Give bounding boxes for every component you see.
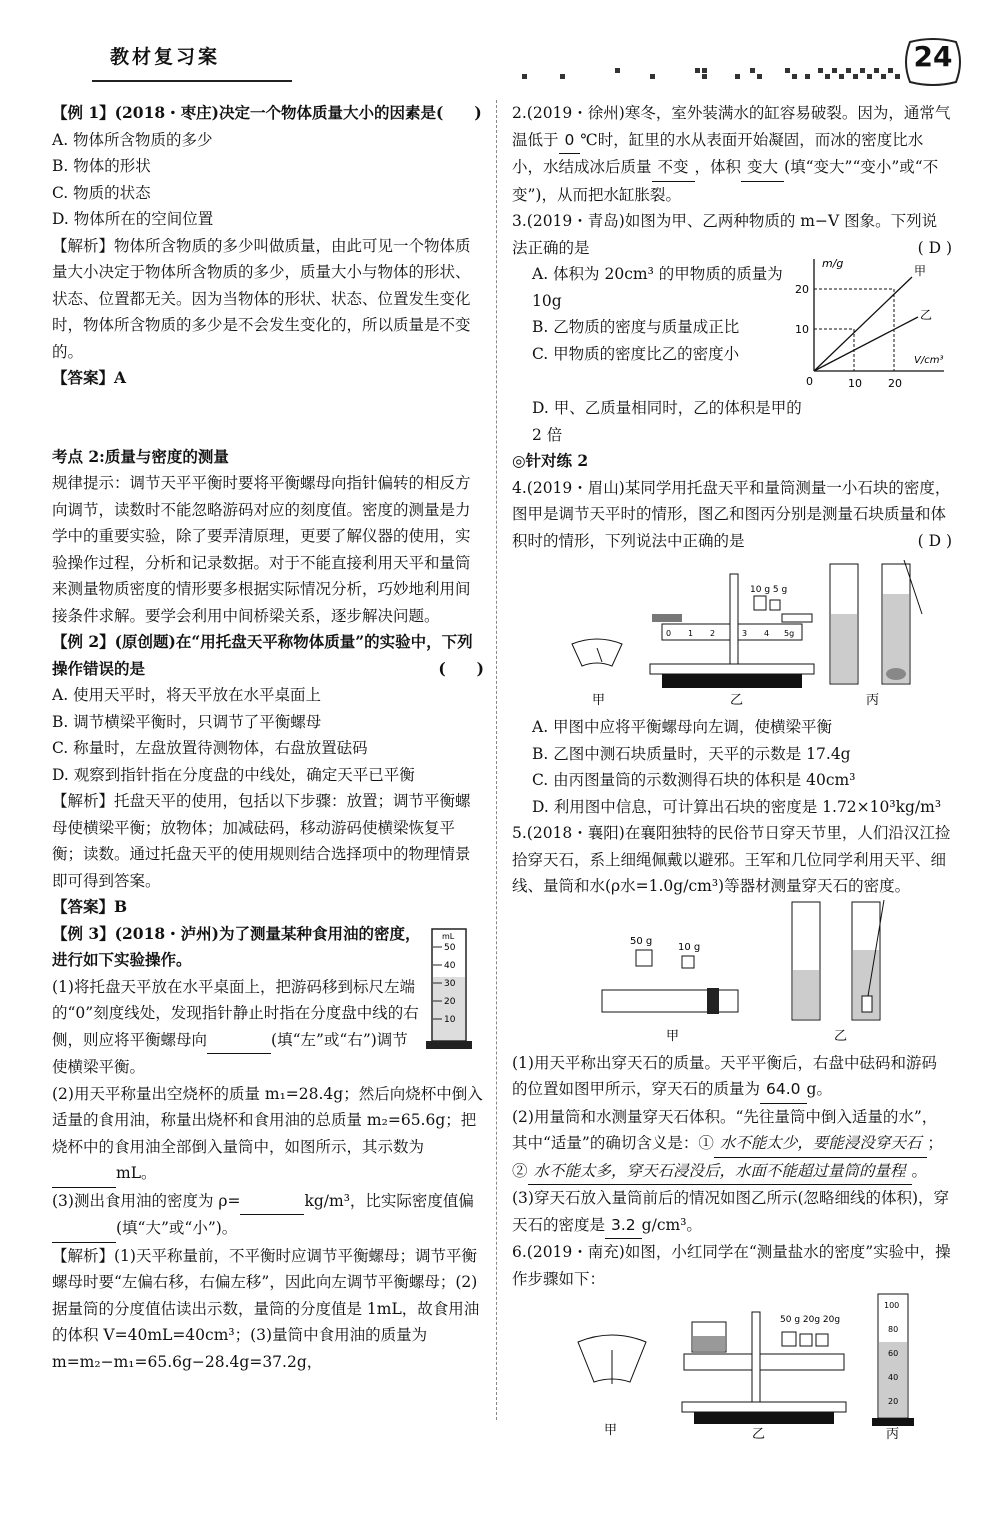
q4-label-yi: 乙 xyxy=(730,693,744,708)
q4-scale-tick: 0 xyxy=(666,629,672,638)
q6-label-bing: 丙 xyxy=(886,1427,900,1442)
q6-cylinder-tick: 60 xyxy=(888,1349,899,1358)
question-5-answer-condition-1[interactable]: 水不能太少，要能浸没穿天石 xyxy=(714,1130,928,1158)
question-2-text-2: ℃时，缸里的水从表面开始凝固，而冰的密度比水小，水结成冰后质量 xyxy=(512,130,924,176)
question-4-answer: ( D ) xyxy=(917,531,952,550)
graph-origin: 0 xyxy=(806,375,813,388)
oil-measuring-cylinder-figure xyxy=(422,925,482,1053)
example-3-blank-1[interactable] xyxy=(207,1027,271,1055)
q5-weight-50g: 50 g xyxy=(630,935,653,947)
question-5-step-3-text: (3)穿天石放入量筒前后的情况如图乙所示(忽略细线的体积)，穿天石的密度是 xyxy=(512,1189,950,1234)
question-4-option-d: D. 利用图中信息，可计算出石块的密度是 1.72×10³kg/m³ xyxy=(532,797,942,816)
question-5: 5.(2018・襄阳)在襄阳独特的民俗节日穿天节里，人们沿汉江捡拾穿天石，系上细绳佩戴以避邪。王军和几位同学利用天平、细线、量筒和水(ρ水=1.0g/cm³)等器材测量穿天石的密度。 xyxy=(512,824,951,895)
example-1-option-a: A. 物体所含物质的多少 xyxy=(52,130,213,149)
graph-y-tick: 20 xyxy=(795,283,809,296)
question-2-answer-2[interactable]: 不变 xyxy=(652,154,695,182)
example-2-analysis: 【解析】托盘天平的使用，包括以下步骤：放置；调节平衡螺母使横梁平衡；放物体；加减砝码，移动游码使横梁恢复平衡；读数。通过托盘天平的使用规则结合选择项中的物理情景即可得到答案。 xyxy=(52,792,471,890)
question-2-answer-3[interactable]: 变大 xyxy=(741,154,784,182)
example-3-step-2 xyxy=(52,1081,484,1188)
graph-y-tick: 10 xyxy=(795,323,809,336)
q5-label-yi: 乙 xyxy=(834,1028,848,1044)
example-3-step-2-text: (2)用天平称量出空烧杯的质量 m₁=28.4g；然后向烧杯中倒入适量的食用油，称量出烧杯和食用油的总质量 m₂=65.6g；把烧杯中的食用油全部倒入量筒中，如图所示，其示数为 xyxy=(52,1084,483,1156)
graph-line-yi xyxy=(814,317,918,371)
q5-label-jia: 甲 xyxy=(666,1028,680,1044)
question-4-option-c: C. 由丙图量筒的示数测得石块的体积是 40cm³ xyxy=(532,771,856,789)
example-1-option-d: D. 物体所在的空间位置 xyxy=(52,210,214,228)
q4-scale-tick: 1 xyxy=(688,629,694,638)
oil-cylinder-tick: 30 xyxy=(444,978,456,989)
graph-x-tick: 20 xyxy=(888,377,902,390)
q4-cylinders xyxy=(830,560,922,684)
header-title: 教材复习案 xyxy=(110,46,221,68)
question-4-option-b: B. 乙图中测石块质量时，天平的示数是 17.4g xyxy=(532,744,851,763)
oil-cylinder-tick: 50 xyxy=(444,942,456,953)
oil-cylinder-unit: mL xyxy=(442,931,455,941)
question-6: 6.(2019・南充)如图，小红同学在“测量盐水的密度”实验中，操作步骤如下： xyxy=(512,1243,951,1288)
example-3-blank-2[interactable] xyxy=(52,1160,116,1188)
example-3-step-3-mid: kg/m³，比实际密度值偏 xyxy=(304,1191,474,1210)
q6-cylinder xyxy=(872,1294,914,1426)
question-5-step-2-tail: 。 xyxy=(911,1161,928,1180)
page-number-badge xyxy=(902,38,964,86)
page-number: 24 xyxy=(913,40,953,73)
graph-x-label: V/cm³ xyxy=(914,355,944,366)
example-3-step-3 xyxy=(52,1188,484,1243)
example-2-paren: ( ) xyxy=(438,658,484,678)
q4-scale-tick: 4 xyxy=(764,629,770,638)
graph-x-tick: 10 xyxy=(848,377,862,390)
example-3-step-3-text: (3)测出食用油的密度为 ρ= xyxy=(52,1191,241,1210)
example-3-step-3-tail: (填“大”或“小”)。 xyxy=(116,1219,238,1237)
q6-cylinder-tick: 80 xyxy=(888,1325,899,1334)
example-3-analysis: 【解析】(1)天平称量前，不平衡时应调节平衡螺母；调节平衡螺母时要“左偏右移，右偏左移”，因此向左调节平衡螺母；(2)据量筒的分度值估读出示数，量筒的分度值是 1mL，故食用油的体积 V=40mL=40cm³；(3)量筒中食用油的质量为 m=m₂−m₁=65.6g−28.4g=37.2g， xyxy=(52,1246,480,1371)
question-5-answer-density[interactable]: 3.2 xyxy=(605,1212,642,1240)
question-3-option-a: A. 体积为 20cm³ 的甲物质的质量为 10g xyxy=(532,265,783,310)
q6-weights: 50 g 20g 20g xyxy=(780,1315,841,1325)
q4-label-jia: 甲 xyxy=(592,693,606,708)
graph-y-label: m/g xyxy=(822,257,844,270)
question-5-step-2-text: (2)用量筒和水测量穿天石体积。“先往量筒中倒入适量的水”，其中“适量”的确切含义是：① xyxy=(512,1107,938,1152)
question-2-text-3: ，体积 xyxy=(694,158,742,176)
q5-weights-and-scale xyxy=(602,950,738,1014)
question-5-answer-mass[interactable]: 64.0 xyxy=(760,1076,807,1104)
left-column xyxy=(52,100,484,1375)
spacer xyxy=(52,418,484,444)
example-2-answer: 【答案】B xyxy=(52,897,128,916)
question-5-step-3 xyxy=(512,1185,952,1239)
example-2-option-b: B. 调节横梁平衡时，只调节了平衡螺母 xyxy=(52,712,322,731)
drill-heading: ◎针对练 2 xyxy=(512,451,589,470)
question-5-step-1-text: (1)用天平称出穿天石的质量。天平平衡后，右盘中砝码和游码的位置如图甲所示，穿天石的质量为 xyxy=(512,1053,937,1098)
column-divider xyxy=(496,100,497,1420)
example-2-question xyxy=(52,629,484,682)
q5-weight-10g: 10 g xyxy=(678,941,701,953)
q6-balance xyxy=(682,1312,846,1424)
key-point-2-title: 考点 2:质量与密度的测量 xyxy=(52,446,229,466)
spacer xyxy=(52,392,484,418)
question-2 xyxy=(512,100,952,208)
example-3-question: 【例 3】(2018・泸州)为了测量某种食用油的密度，进行如下实验操作。 xyxy=(52,923,421,969)
question-3-text: 3.(2019・青岛)如图为甲、乙两种物质的 m−V 图象。下列说法正确的是 xyxy=(512,212,938,257)
question-5-step-3-tail: g/cm³。 xyxy=(641,1215,702,1234)
q5-cylinders xyxy=(792,900,884,1020)
example-1-answer: 【答案】A xyxy=(52,368,127,387)
q4-pointer-dial xyxy=(572,639,622,666)
question-5-figure xyxy=(512,900,952,1050)
q4-scale-tick: 2 xyxy=(710,629,716,638)
q6-dial xyxy=(578,1335,646,1384)
question-4-option-a: A. 甲图中应将平衡螺母向左调，使横梁平衡 xyxy=(532,718,833,736)
question-5-step-2-mid: ；② xyxy=(512,1134,943,1180)
example-2-option-a: A. 使用天平时，将天平放在水平桌面上 xyxy=(52,686,322,704)
example-1-option-c: C. 物质的状态 xyxy=(52,183,151,202)
example-1-analysis: 【解析】物体所含物质的多少叫做质量，由此可见一个物体质量大小决定于物体所含物质的多少，质量大小与物体的形状、状态、位置都无关。因为当物体的形状、状态、位置发生变化时，物体所含物质的多少是不会发生变化的，所以质量是不变的。 xyxy=(52,236,471,361)
example-3-blank-4[interactable] xyxy=(52,1215,116,1243)
q4-scale-tick: 5g xyxy=(784,629,795,638)
question-3-option-d: D. 甲、乙质量相同时，乙的体积是甲的 2 倍 xyxy=(532,399,802,444)
question-3-option-c: C. 甲物质的密度比乙的密度小 xyxy=(532,344,740,363)
question-5-answer-condition-2[interactable]: 水不能太多，穿天石浸没后，水面不能超过量筒的量程 xyxy=(528,1158,912,1186)
question-5-step-2 xyxy=(512,1104,952,1186)
oil-cylinder-tick: 40 xyxy=(444,960,456,971)
q6-label-yi: 乙 xyxy=(752,1427,766,1442)
oil-cylinder-tick: 20 xyxy=(444,996,456,1007)
header-dot-pattern xyxy=(520,66,900,80)
graph-line-jia xyxy=(814,277,912,371)
question-3-body xyxy=(512,257,952,395)
question-2-answer-1[interactable]: 0 xyxy=(559,127,581,155)
q6-cylinder-tick: 100 xyxy=(884,1301,900,1310)
example-3-step-1 xyxy=(52,974,422,1081)
example-3-step-1-text: (1)将托盘天平放在水平桌面上，把游码移到标尺左端的“0”刻度线处，发现指针静止时指在分度盘中线的右侧，则应将平衡螺母向 xyxy=(52,977,419,1049)
q6-label-jia: 甲 xyxy=(604,1423,618,1438)
q4-scale-tick: 3 xyxy=(742,629,748,638)
question-5-step-1 xyxy=(512,1050,952,1104)
question-3-answer: ( D ) xyxy=(917,238,952,257)
right-column xyxy=(512,100,952,1442)
question-4-figure xyxy=(512,554,952,714)
question-3-option-b: B. 乙物质的密度与质量成正比 xyxy=(532,318,740,336)
question-6-figure xyxy=(512,1292,952,1442)
question-5-step-1-tail: g。 xyxy=(806,1080,832,1098)
example-1-option-b: B. 物体的形状 xyxy=(52,157,151,175)
q6-cylinder-tick: 20 xyxy=(888,1397,899,1406)
q4-label-bing: 丙 xyxy=(866,693,880,708)
example-1-question: 【例 1】(2018・枣庄)决定一个物体质量大小的因素是( ) xyxy=(52,103,482,122)
q6-cylinder-tick: 40 xyxy=(888,1373,899,1382)
question-4 xyxy=(512,475,952,555)
example-3-blank-3[interactable] xyxy=(240,1188,304,1216)
m-v-graph xyxy=(794,253,952,393)
q4-weights: 10 g 5 g xyxy=(750,585,788,595)
header-rule xyxy=(92,80,292,82)
example-2-text: 【例 2】(原创题)在“用托盘天平称物体质量”的实验中，下列操作错误的是 xyxy=(52,632,473,678)
question-2-text: 2.(2019・徐州)寒冬，室外装满水的缸容易破裂。因为，通常气温低于 xyxy=(512,104,951,149)
graph-line-yi-label: 乙 xyxy=(920,308,933,322)
example-3-block xyxy=(52,921,484,1081)
oil-cylinder-tick: 10 xyxy=(444,1014,456,1025)
question-4-text: 4.(2019・眉山)某同学用托盘天平和量筒测量一小石块的密度，图甲是调节天平时的情形，图乙和图丙分别是测量石块质量和体积时的情形，下列说法中正确的是 xyxy=(512,478,951,550)
example-2-option-c: C. 称量时，左盘放置待测物体，右盘放置砝码 xyxy=(52,739,368,757)
example-2-option-d: D. 观察到指针指在分度盘的中线处，确定天平已平衡 xyxy=(52,765,415,784)
key-point-2-tip: 规律提示：调节天平平衡时要将平衡螺母向指针偏转的相反方向调节，读数时不能忽略游码对应的刻度值。密度的测量是力学中的重要实验，除了要弄清原理，更要了解仪器的使用，实验操作过程，分析和记录数据。对于不能直接利用天平和量筒来测量物质密度的情形要多根据实际情况分析，巧妙地利用间接条件求解。要学会利用中间桥梁关系，逐步解决问题。 xyxy=(52,474,471,625)
example-3-step-1-tail: (填“左”或“右”)调节使横梁平衡。 xyxy=(52,1030,408,1076)
example-3-step-2-tail: mL。 xyxy=(116,1164,157,1182)
graph-line-jia-label: 甲 xyxy=(914,264,927,278)
question-2-text-4: (填“变大”“变小”或“不变”)，从而把水缸胀裂。 xyxy=(512,158,939,204)
